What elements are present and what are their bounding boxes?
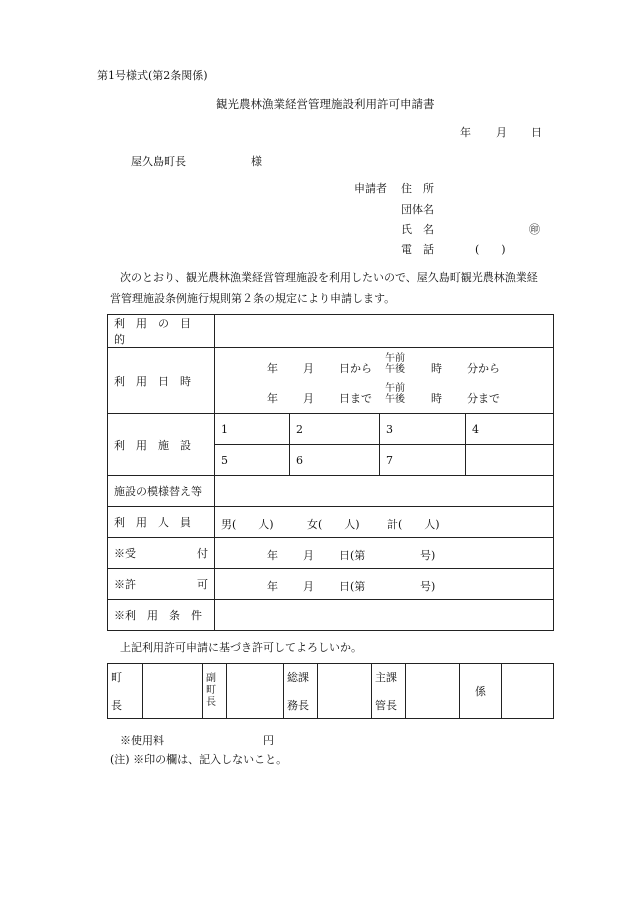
fee-label: ※使用料 (120, 734, 164, 747)
facility-2[interactable]: 2 (290, 414, 380, 445)
reception-label-b: 付 (197, 547, 208, 560)
dt-from-min: 分から (467, 362, 500, 375)
reception-num: 号) (420, 549, 436, 562)
people-total: 計( 人) (387, 518, 440, 531)
remodel-field[interactable] (215, 476, 554, 507)
mayor-label (108, 664, 143, 719)
remodel-row (108, 476, 554, 507)
applicant-phone-label: 電 話 (401, 243, 434, 256)
permit-label-a: ※許 (114, 578, 136, 591)
kakari-stamp (502, 664, 554, 719)
shuji-bottom: 管長 (375, 699, 397, 712)
vice-mayor-label (203, 664, 227, 719)
facility-7[interactable]: 7 (380, 445, 466, 476)
dt-to-day: 日まで (339, 392, 372, 405)
addressee-name: 屋久島町長 (131, 155, 186, 168)
conditions-label: ※利 用 条 件 (108, 600, 215, 631)
date-month: 月 (496, 126, 507, 139)
datetime-field[interactable] (215, 348, 554, 414)
mayor-stamp (143, 664, 203, 719)
dt-to-month: 月 (303, 392, 314, 405)
conditions-field (215, 600, 554, 631)
permit-month: 月 (303, 580, 314, 593)
mayor-bottom: 長 (111, 699, 122, 712)
kakari-label: 係 (460, 664, 502, 719)
dt-from-am: 午前 (385, 353, 405, 364)
facility-label: 利 用 施 設 (108, 414, 215, 476)
dt-to-pm: 午後 (385, 394, 405, 405)
facility-empty[interactable] (466, 445, 554, 476)
people-label: 利 用 人 員 (108, 507, 215, 538)
reception-label-a: ※受 (114, 547, 136, 560)
dt-to-am: 午前 (385, 383, 405, 394)
people-field[interactable] (215, 507, 554, 538)
facility-row-1 (108, 414, 554, 445)
date-year: 年 (460, 126, 471, 139)
date-day: 日 (531, 126, 542, 139)
addressee-honorific: 様 (251, 155, 262, 168)
permit-num: 号) (420, 580, 436, 593)
footnote: (注) ※印の欄は、記入しないこと。 (110, 753, 288, 766)
vice-3: 長 (206, 697, 216, 708)
reception-month: 月 (303, 549, 314, 562)
applicant-name-label: 氏 名 (401, 223, 434, 236)
shuji-stamp (406, 664, 460, 719)
page-title: 観光農林漁業経営管理施設利用許可申請書 (216, 97, 435, 111)
facility-1[interactable]: 1 (215, 414, 290, 445)
people-female: 女( 人) (307, 518, 360, 531)
soumu-label (284, 664, 318, 719)
vice-2: 町 (206, 685, 216, 696)
soumu-top: 総課 (287, 671, 309, 684)
body-text-line1: 次のとおり、観光農林漁業経営管理施設を利用したいので、屋久島町観光農林漁業経 (120, 271, 538, 284)
vice-mayor-stamp (227, 664, 284, 719)
dt-to-min: 分まで (467, 392, 500, 405)
dt-to-year: 年 (267, 392, 278, 405)
approval-table (107, 663, 554, 719)
datetime-row (108, 348, 554, 414)
reception-year: 年 (267, 549, 278, 562)
dt-to-hour: 時 (431, 392, 442, 405)
approval-question: 上記利用許可申請に基づき許可してよろしいか。 (120, 641, 362, 654)
reception-row (108, 538, 554, 569)
datetime-label: 利 用 日 時 (108, 348, 215, 414)
permit-label (108, 569, 215, 600)
conditions-row (108, 600, 554, 631)
shuji-top: 主課 (375, 671, 397, 684)
phone-parens: ( ) (475, 243, 506, 256)
facility-6[interactable]: 6 (290, 445, 380, 476)
application-table (107, 314, 554, 631)
vice-1: 副 (206, 673, 216, 684)
mayor-top: 町 (111, 671, 122, 684)
people-male: 男( 人) (221, 518, 274, 531)
purpose-row (108, 315, 554, 348)
reception-label (108, 538, 215, 569)
purpose-label: 利 用 の 目 的 (108, 315, 215, 348)
permit-row (108, 569, 554, 600)
dt-from-pm: 午後 (385, 364, 405, 375)
dt-from-month: 月 (303, 362, 314, 375)
reception-field (215, 538, 554, 569)
soumu-bottom: 務長 (287, 699, 309, 712)
purpose-field[interactable] (215, 315, 554, 348)
facility-3[interactable]: 3 (380, 414, 466, 445)
form-number: 第1号様式(第2条関係) (97, 69, 208, 82)
facility-5[interactable]: 5 (215, 445, 290, 476)
remodel-label: 施設の模様替え等 (108, 476, 215, 507)
dt-from-year: 年 (267, 362, 278, 375)
applicant-address-label: 住 所 (401, 182, 434, 195)
applicant-label: 申請者 (354, 182, 387, 195)
people-row (108, 507, 554, 538)
shuji-label (372, 664, 406, 719)
permit-field (215, 569, 554, 600)
reception-day: 日(第 (339, 549, 366, 562)
permit-label-b: 可 (197, 578, 208, 591)
fee-unit: 円 (263, 734, 274, 747)
soumu-stamp (318, 664, 372, 719)
dt-from-day: 日から (339, 362, 372, 375)
dt-from-hour: 時 (431, 362, 442, 375)
seal-mark: ㊞ (529, 223, 540, 236)
permit-year: 年 (267, 580, 278, 593)
body-text-line2: 営管理施設条例施行規則第２条の規定により申請します。 (110, 292, 396, 305)
applicant-group-label: 団体名 (401, 203, 434, 216)
facility-4[interactable]: 4 (466, 414, 554, 445)
permit-day: 日(第 (339, 580, 366, 593)
